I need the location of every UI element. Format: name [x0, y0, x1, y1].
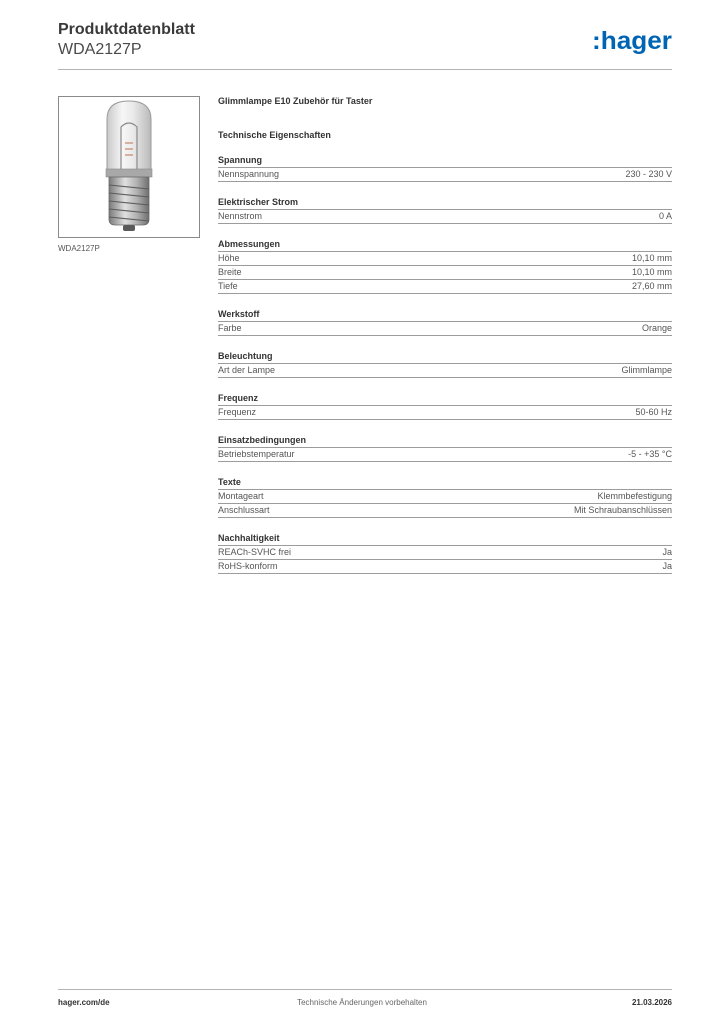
spec-label: Breite: [218, 267, 242, 277]
footer-divider: [58, 989, 672, 990]
spec-value: Ja: [662, 561, 672, 571]
spec-row: [218, 406, 672, 420]
spec-row: [218, 490, 672, 504]
footer-website: hager.com/de: [58, 998, 110, 1007]
spec-row: [218, 504, 672, 518]
spec-value: Mit Schraubanschlüssen: [573, 505, 672, 515]
spec-row: [218, 210, 672, 224]
spec-value: 27,60 mm: [631, 281, 672, 291]
spec-value: Klemmbefestigung: [597, 491, 672, 501]
product-code: WDA2127P: [58, 41, 142, 58]
spec-section: [218, 155, 672, 182]
footer-notice: Technische Änderungen vorbehalten: [297, 998, 427, 1007]
spec-label: Montageart: [218, 491, 264, 501]
spec-value: Orange: [641, 323, 672, 333]
spec-value: 0 A: [658, 211, 672, 221]
spec-row: [218, 266, 672, 280]
image-caption: WDA2127P: [58, 244, 100, 253]
spec-label: Höhe: [218, 253, 240, 263]
spec-value: Glimmlampe: [621, 365, 672, 375]
spec-sections: [218, 155, 672, 574]
section-title: Werkstoff: [218, 309, 672, 322]
spec-section: [218, 477, 672, 518]
spec-row: [218, 252, 672, 266]
hager-logo-text: :hager: [592, 27, 673, 55]
spec-section: [218, 239, 672, 294]
spec-value: Ja: [662, 547, 672, 557]
spec-row: [218, 168, 672, 182]
spec-section: [218, 393, 672, 420]
spec-label: Betriebstemperatur: [218, 449, 295, 459]
spec-section: [218, 309, 672, 336]
header: [58, 20, 195, 60]
spec-section: [218, 197, 672, 224]
lamp-bulb-icon: [59, 97, 199, 237]
section-title: Frequenz: [218, 393, 672, 406]
spec-value: 230 - 230 V: [625, 169, 672, 179]
spec-label: RoHS-konform: [218, 561, 278, 571]
spec-label: Nennspannung: [218, 169, 280, 179]
page-title: Produktdatenblatt: [58, 21, 195, 38]
section-title: Nachhaltigkeit: [218, 533, 672, 546]
header-divider: [58, 69, 672, 70]
section-title: Abmessungen: [218, 239, 672, 252]
spec-row: [218, 280, 672, 294]
spec-row: [218, 322, 672, 336]
section-title: Spannung: [218, 155, 672, 168]
spec-value: 50-60 Hz: [635, 407, 672, 417]
spec-value: 10,10 mm: [631, 267, 672, 277]
section-title: Beleuchtung: [218, 351, 672, 364]
section-title: Elektrischer Strom: [218, 197, 672, 210]
hager-logo: [592, 26, 674, 58]
spec-value: 10,10 mm: [631, 253, 672, 263]
spec-label: Anschlussart: [218, 505, 270, 515]
spec-label: Farbe: [218, 323, 242, 333]
spec-label: Tiefe: [218, 281, 238, 291]
spec-row: [218, 560, 672, 574]
spec-label: Art der Lampe: [218, 365, 276, 375]
footer-date: 21.03.2026: [631, 998, 672, 1007]
spec-label: Frequenz: [218, 407, 257, 417]
product-name: Glimmlampe E10 Zubehör für Taster: [218, 96, 373, 106]
spec-section: [218, 533, 672, 574]
section-title: Texte: [218, 477, 672, 490]
spec-row: [218, 448, 672, 462]
spec-section: [218, 351, 672, 378]
spec-row: [218, 364, 672, 378]
spec-row: [218, 546, 672, 560]
section-title: Einsatzbedingungen: [218, 435, 672, 448]
spec-value: -5 - +35 °C: [628, 449, 672, 459]
product-image: [58, 96, 200, 238]
spec-label: Nennstrom: [218, 211, 263, 221]
product-details: [218, 96, 672, 574]
tech-properties-title: Technische Eigenschaften: [218, 130, 331, 140]
spec-label: REACh-SVHC frei: [218, 547, 292, 557]
spec-section: [218, 435, 672, 462]
